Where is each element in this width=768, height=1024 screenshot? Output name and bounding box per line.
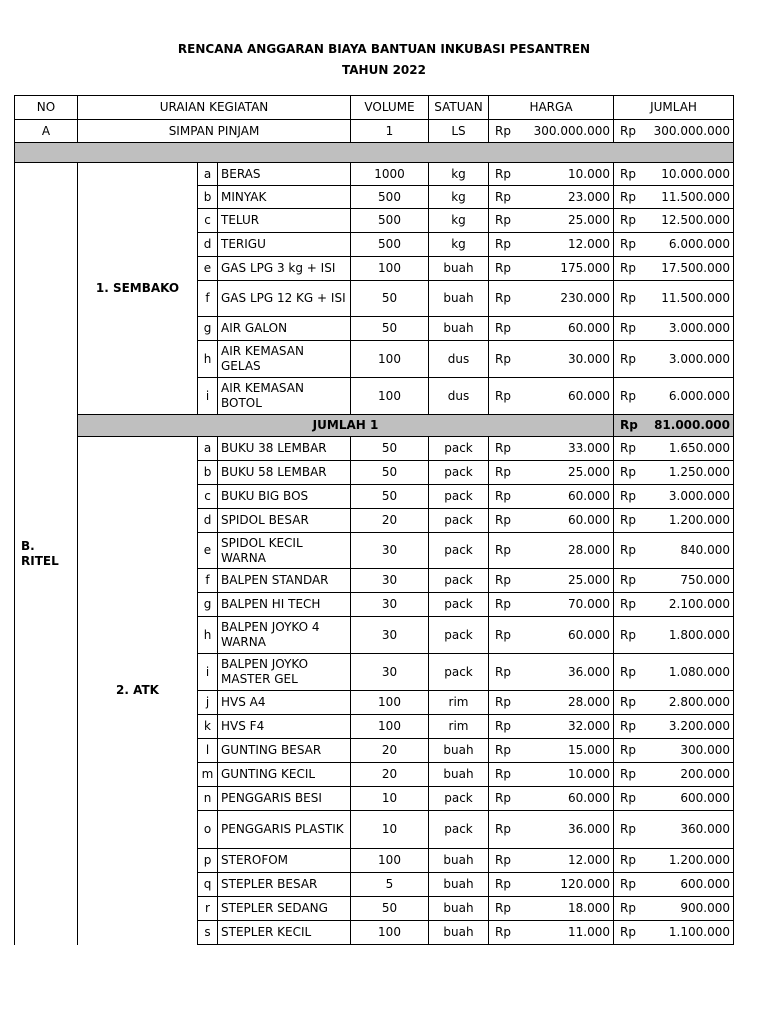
item-jumlah-currency: Rp [614, 257, 644, 281]
item-harga-currency: Rp [489, 654, 519, 691]
item-satuan: buah [429, 849, 489, 873]
item-volume: 100 [351, 378, 429, 415]
item-harga-currency: Rp [489, 163, 519, 186]
item-letter: m [198, 763, 218, 787]
item-harga: 30.000 [519, 341, 614, 378]
item-harga: 60.000 [519, 787, 614, 811]
item-harga-currency: Rp [489, 281, 519, 317]
item-volume: 100 [351, 691, 429, 715]
item-jumlah: 3.000.000 [644, 485, 734, 509]
item-harga-currency: Rp [489, 485, 519, 509]
item-volume: 10 [351, 787, 429, 811]
item-harga: 15.000 [519, 739, 614, 763]
item-jumlah: 2.800.000 [644, 691, 734, 715]
item-jumlah-currency: Rp [614, 437, 644, 461]
item-letter: i [198, 378, 218, 415]
item-jumlah: 3.200.000 [644, 715, 734, 739]
row-a-harga: 300.000.000 [519, 120, 614, 143]
item-satuan: buah [429, 257, 489, 281]
sembako-item-row [15, 163, 734, 186]
item-jumlah-currency: Rp [614, 317, 644, 341]
header-row [15, 96, 734, 120]
atk-label: 2. ATK [116, 683, 159, 698]
item-volume: 100 [351, 257, 429, 281]
item-volume: 5 [351, 873, 429, 897]
item-letter: p [198, 849, 218, 873]
item-name: HVS F4 [218, 715, 351, 739]
item-jumlah-currency: Rp [614, 509, 644, 533]
item-harga: 230.000 [519, 281, 614, 317]
item-harga-currency: Rp [489, 811, 519, 849]
item-satuan: kg [429, 233, 489, 257]
item-harga-currency: Rp [489, 921, 519, 945]
item-jumlah-currency: Rp [614, 921, 644, 945]
item-volume: 20 [351, 509, 429, 533]
item-satuan: rim [429, 715, 489, 739]
item-satuan: dus [429, 378, 489, 415]
item-letter: r [198, 897, 218, 921]
item-jumlah: 900.000 [644, 897, 734, 921]
item-jumlah-currency: Rp [614, 281, 644, 317]
item-satuan: buah [429, 317, 489, 341]
item-harga: 25.000 [519, 461, 614, 485]
item-jumlah: 6.000.000 [644, 233, 734, 257]
item-jumlah-currency: Rp [614, 485, 644, 509]
item-satuan: pack [429, 654, 489, 691]
item-name: BERAS [218, 163, 351, 186]
item-name: BUKU 38 LEMBAR [218, 437, 351, 461]
item-harga-currency: Rp [489, 533, 519, 569]
item-letter: e [198, 533, 218, 569]
document-title: RENCANA ANGGARAN BIAYA BANTUAN INKUBASI PESANTREN [177, 42, 591, 56]
item-harga-currency: Rp [489, 186, 519, 209]
item-harga-currency: Rp [489, 763, 519, 787]
item-jumlah: 840.000 [644, 533, 734, 569]
item-jumlah: 11.500.000 [644, 281, 734, 317]
item-harga: 28.000 [519, 691, 614, 715]
item-name: PENGGARIS BESI [218, 787, 351, 811]
item-letter: d [198, 233, 218, 257]
item-jumlah: 6.000.000 [644, 378, 734, 415]
item-name: HVS A4 [218, 691, 351, 715]
item-harga-currency: Rp [489, 873, 519, 897]
separator-band [15, 143, 734, 163]
item-volume: 50 [351, 437, 429, 461]
item-jumlah: 1.100.000 [644, 921, 734, 945]
row-a-jumlah-currency: Rp [614, 120, 644, 143]
item-jumlah-currency: Rp [614, 739, 644, 763]
item-name: AIR KEMASAN BOTOL [218, 378, 351, 415]
item-harga: 60.000 [519, 617, 614, 654]
item-jumlah-currency: Rp [614, 897, 644, 921]
item-jumlah-currency: Rp [614, 461, 644, 485]
item-letter: h [198, 617, 218, 654]
item-jumlah: 1.200.000 [644, 849, 734, 873]
row-a-satuan: LS [429, 120, 489, 143]
item-name: STEROFOM [218, 849, 351, 873]
item-harga: 25.000 [519, 569, 614, 593]
item-jumlah: 3.000.000 [644, 341, 734, 378]
item-letter: j [198, 691, 218, 715]
item-name: BALPEN STANDAR [218, 569, 351, 593]
item-satuan: dus [429, 341, 489, 378]
item-volume: 50 [351, 485, 429, 509]
item-harga: 10.000 [519, 163, 614, 186]
item-volume: 30 [351, 533, 429, 569]
item-satuan: kg [429, 186, 489, 209]
item-jumlah-currency: Rp [614, 233, 644, 257]
item-jumlah: 750.000 [644, 569, 734, 593]
header-harga: HARGA [489, 96, 614, 120]
item-jumlah-currency: Rp [614, 715, 644, 739]
item-jumlah: 1.650.000 [644, 437, 734, 461]
sembako-group-cell [78, 163, 198, 415]
item-harga: 28.000 [519, 533, 614, 569]
item-satuan: pack [429, 787, 489, 811]
row-a-uraian: SIMPAN PINJAM [78, 120, 351, 143]
item-jumlah-currency: Rp [614, 849, 644, 873]
separator-cell [15, 143, 734, 163]
item-name: STEPLER KECIL [218, 921, 351, 945]
item-volume: 100 [351, 921, 429, 945]
item-letter: h [198, 341, 218, 378]
item-jumlah-currency: Rp [614, 378, 644, 415]
item-harga-currency: Rp [489, 317, 519, 341]
item-letter: n [198, 787, 218, 811]
item-harga: 25.000 [519, 209, 614, 233]
item-volume: 50 [351, 281, 429, 317]
item-jumlah: 200.000 [644, 763, 734, 787]
item-harga: 120.000 [519, 873, 614, 897]
item-jumlah: 1.200.000 [644, 509, 734, 533]
item-volume: 30 [351, 617, 429, 654]
item-harga: 60.000 [519, 317, 614, 341]
item-harga-currency: Rp [489, 341, 519, 378]
item-name: BUKU BIG BOS [218, 485, 351, 509]
item-jumlah: 3.000.000 [644, 317, 734, 341]
item-satuan: kg [429, 209, 489, 233]
item-name: PENGGARIS PLASTIK [218, 811, 351, 849]
item-harga: 10.000 [519, 763, 614, 787]
item-jumlah-currency: Rp [614, 691, 644, 715]
item-letter: l [198, 739, 218, 763]
item-harga-currency: Rp [489, 739, 519, 763]
item-jumlah: 10.000.000 [644, 163, 734, 186]
item-jumlah-currency: Rp [614, 209, 644, 233]
row-a-volume: 1 [351, 120, 429, 143]
header-no: NO [15, 96, 78, 120]
item-name: TERIGU [218, 233, 351, 257]
item-volume: 100 [351, 715, 429, 739]
item-jumlah: 1.800.000 [644, 617, 734, 654]
item-letter: e [198, 257, 218, 281]
item-jumlah-currency: Rp [614, 787, 644, 811]
item-jumlah: 600.000 [644, 873, 734, 897]
item-harga: 11.000 [519, 921, 614, 945]
item-jumlah-currency: Rp [614, 569, 644, 593]
item-name: BALPEN HI TECH [218, 593, 351, 617]
item-satuan: pack [429, 509, 489, 533]
item-satuan: pack [429, 593, 489, 617]
item-name: GUNTING BESAR [218, 739, 351, 763]
item-harga: 36.000 [519, 654, 614, 691]
item-harga-currency: Rp [489, 437, 519, 461]
item-volume: 30 [351, 569, 429, 593]
jumlah1-total: 81.000.000 [644, 415, 734, 437]
row-a [15, 120, 734, 143]
item-letter: f [198, 569, 218, 593]
item-jumlah: 2.100.000 [644, 593, 734, 617]
item-satuan: pack [429, 533, 489, 569]
item-satuan: rim [429, 691, 489, 715]
item-letter: s [198, 921, 218, 945]
item-letter: a [198, 163, 218, 186]
item-name: GAS LPG 12 KG + ISI [218, 281, 351, 317]
item-volume: 50 [351, 897, 429, 921]
item-letter: g [198, 593, 218, 617]
item-harga: 70.000 [519, 593, 614, 617]
item-volume: 30 [351, 593, 429, 617]
jumlah1-label: JUMLAH 1 [78, 415, 614, 437]
section-b-label: B. RITEL [21, 538, 59, 568]
row-a-no: A [15, 120, 78, 143]
item-harga-currency: Rp [489, 461, 519, 485]
item-jumlah: 11.500.000 [644, 186, 734, 209]
item-name: GAS LPG 3 kg + ISI [218, 257, 351, 281]
item-satuan: buah [429, 921, 489, 945]
item-harga: 60.000 [519, 509, 614, 533]
item-volume: 500 [351, 209, 429, 233]
item-harga-currency: Rp [489, 233, 519, 257]
item-harga: 60.000 [519, 485, 614, 509]
item-name: BUKU 58 LEMBAR [218, 461, 351, 485]
item-letter: c [198, 485, 218, 509]
item-letter: a [198, 437, 218, 461]
header-satuan: SATUAN [429, 96, 489, 120]
item-harga: 12.000 [519, 233, 614, 257]
item-satuan: pack [429, 617, 489, 654]
item-jumlah: 360.000 [644, 811, 734, 849]
item-letter: b [198, 186, 218, 209]
item-harga-currency: Rp [489, 691, 519, 715]
item-satuan: buah [429, 763, 489, 787]
item-harga-currency: Rp [489, 257, 519, 281]
row-a-jumlah: 300.000.000 [644, 120, 734, 143]
item-jumlah-currency: Rp [614, 763, 644, 787]
item-jumlah-currency: Rp [614, 341, 644, 378]
row-a-harga-currency: Rp [489, 120, 519, 143]
item-jumlah-currency: Rp [614, 186, 644, 209]
item-volume: 20 [351, 739, 429, 763]
item-volume: 500 [351, 186, 429, 209]
item-harga: 32.000 [519, 715, 614, 739]
item-letter: b [198, 461, 218, 485]
item-volume: 1000 [351, 163, 429, 186]
item-name: AIR KEMASAN GELAS [218, 341, 351, 378]
header-uraian: URAIAN KEGIATAN [78, 96, 351, 120]
item-jumlah: 17.500.000 [644, 257, 734, 281]
item-volume: 50 [351, 317, 429, 341]
item-satuan: buah [429, 873, 489, 897]
item-name: STEPLER SEDANG [218, 897, 351, 921]
item-name: STEPLER BESAR [218, 873, 351, 897]
item-satuan: pack [429, 461, 489, 485]
item-letter: d [198, 509, 218, 533]
item-letter: c [198, 209, 218, 233]
item-letter: k [198, 715, 218, 739]
document-year: TAHUN 2022 [342, 63, 426, 77]
item-harga-currency: Rp [489, 593, 519, 617]
item-jumlah-currency: Rp [614, 163, 644, 186]
item-name: GUNTING KECIL [218, 763, 351, 787]
item-letter: o [198, 811, 218, 849]
item-letter: i [198, 654, 218, 691]
sembako-label: 1. SEMBAKO [95, 281, 180, 295]
item-harga-currency: Rp [489, 897, 519, 921]
item-harga-currency: Rp [489, 209, 519, 233]
item-volume: 30 [351, 654, 429, 691]
item-satuan: buah [429, 897, 489, 921]
item-jumlah-currency: Rp [614, 617, 644, 654]
item-satuan: pack [429, 811, 489, 849]
header-volume: VOLUME [351, 96, 429, 120]
item-jumlah-currency: Rp [614, 593, 644, 617]
atk-group-cell [78, 437, 198, 945]
item-harga: 33.000 [519, 437, 614, 461]
item-harga-currency: Rp [489, 715, 519, 739]
item-name: BALPEN JOYKO 4 WARNA [218, 617, 351, 654]
item-jumlah: 600.000 [644, 787, 734, 811]
item-harga-currency: Rp [489, 787, 519, 811]
item-jumlah-currency: Rp [614, 811, 644, 849]
item-jumlah: 12.500.000 [644, 209, 734, 233]
item-volume: 10 [351, 811, 429, 849]
item-satuan: pack [429, 569, 489, 593]
item-name: AIR GALON [218, 317, 351, 341]
item-name: MINYAK [218, 186, 351, 209]
header-jumlah: JUMLAH [614, 96, 734, 120]
item-letter: g [198, 317, 218, 341]
atk-item-row [15, 437, 734, 461]
item-harga: 23.000 [519, 186, 614, 209]
item-jumlah-currency: Rp [614, 873, 644, 897]
item-harga: 60.000 [519, 378, 614, 415]
item-volume: 100 [351, 341, 429, 378]
item-satuan: buah [429, 739, 489, 763]
jumlah1-row [15, 415, 734, 437]
item-harga-currency: Rp [489, 509, 519, 533]
item-jumlah-currency: Rp [614, 533, 644, 569]
jumlah1-currency: Rp [614, 415, 644, 437]
item-harga-currency: Rp [489, 569, 519, 593]
item-name: SPIDOL KECIL WARNA [218, 533, 351, 569]
item-volume: 500 [351, 233, 429, 257]
item-jumlah: 1.080.000 [644, 654, 734, 691]
item-name: BALPEN JOYKO MASTER GEL [218, 654, 351, 691]
item-volume: 50 [351, 461, 429, 485]
item-harga: 18.000 [519, 897, 614, 921]
item-letter: q [198, 873, 218, 897]
item-harga-currency: Rp [489, 378, 519, 415]
item-jumlah: 1.250.000 [644, 461, 734, 485]
item-harga-currency: Rp [489, 617, 519, 654]
budget-table [14, 95, 734, 945]
item-harga: 175.000 [519, 257, 614, 281]
item-volume: 20 [351, 763, 429, 787]
item-satuan: kg [429, 163, 489, 186]
item-satuan: pack [429, 485, 489, 509]
section-b-cell [15, 163, 78, 945]
item-harga: 36.000 [519, 811, 614, 849]
item-jumlah-currency: Rp [614, 654, 644, 691]
item-name: TELUR [218, 209, 351, 233]
item-letter: f [198, 281, 218, 317]
item-name: SPIDOL BESAR [218, 509, 351, 533]
item-jumlah: 300.000 [644, 739, 734, 763]
item-harga: 12.000 [519, 849, 614, 873]
item-harga-currency: Rp [489, 849, 519, 873]
item-satuan: pack [429, 437, 489, 461]
item-volume: 100 [351, 849, 429, 873]
item-satuan: buah [429, 281, 489, 317]
